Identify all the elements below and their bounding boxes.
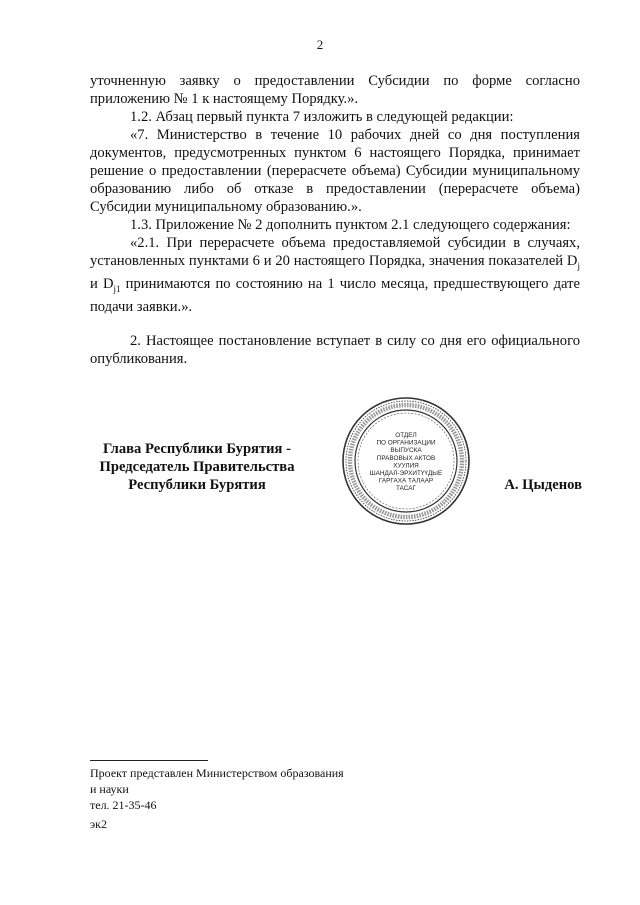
stamp-text-line: ОТДЕЛ [395,432,417,439]
paragraph-2: 2. Настоящее постановление вступает в силу со дня его официального опубликования. [90,332,580,367]
subscript-j: j [577,260,580,271]
footnote-divider [90,760,208,761]
stamp-text-line: ШАНДАЛ-ЭРХИТҮҮДЫЕ [369,470,443,477]
stamp-text-line: ХУУЛИЯ [393,462,419,470]
signatory-title-line: Председатель Правительства [99,459,295,475]
quote-2-1-mid: и D [90,275,114,292]
quote-2-1-end: принимаются по состоянию на 1 число месяца, предшествующего дате подачи заявки.». [90,275,581,315]
stamp-text-line: ГАРГАХА ТАЛААР [378,477,434,485]
official-stamp [340,395,472,527]
document-code: эк2 [90,817,107,831]
paragraph-1-2: 1.2. Абзац первый пункта 7 изложить в следующей редакции: [130,109,514,125]
footnote-line: тел. 21-35-46 [90,798,157,812]
paragraph-1-3: 1.3. Приложение № 2 дополнить пунктом 2.1 следующего содержания: [130,217,571,233]
paragraph-quote-7: «7. Министерство в течение 10 рабочих дней со дня поступления документов, предусмотренных пунктом 6 настоящего Порядка, принимает решение о предоставлении (перерасчете объема) Субсидии муниципальному образованию либо об отказе в предоставлении (перерасчете объема) Субсидии муниципальному образованию.». [90,127,580,215]
signatory-title [64,440,330,494]
signatory-name: А. Цыденов [504,477,582,493]
footnote-line: и науки [90,782,129,796]
quote-2-1-start: «2.1. При перерасчете объема предоставляемой субсидии в случаях, установленных пунктами 6 и 20 настоящего Порядка, значения показателей D [90,235,580,269]
paragraph-continuation: уточненную заявку о предоставлении Субсидии по форме согласно приложению № 1 к настоящему Порядку.». [90,73,580,107]
footnote [90,765,344,813]
paragraph-quote-2-1 [90,234,580,316]
signatory-title-line: Республики Бурятия [128,477,266,493]
page-number: 2 [316,37,324,52]
stamp-text-line: ВЫПУСКА [390,447,422,455]
stamp-text-line: ТАСАГ [395,485,417,493]
footnote-line: Проект представлен Министерством образования [90,766,344,780]
signatory-title-line: Глава Республики Бурятия - [103,441,291,457]
stamp-text-line: ПО ОРГАНИЗАЦИИ [376,439,436,447]
subscript-j1: j1 [113,283,121,294]
stamp-text-line: ПРАВОВЫХ АКТОВ [376,454,436,462]
document-body [90,72,580,368]
